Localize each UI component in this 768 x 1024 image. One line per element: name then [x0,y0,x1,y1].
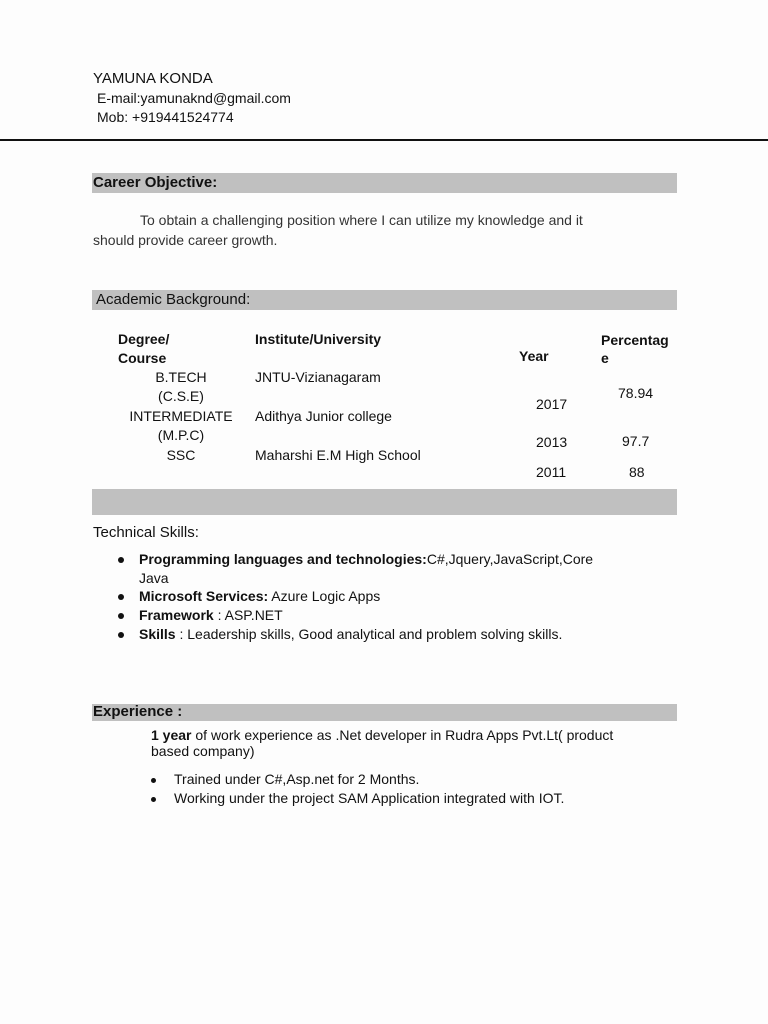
experience-summary-line-2: based company) [151,743,255,759]
table-row-percent: 97.7 [622,433,650,449]
table-row-degree: B.TECH [155,369,207,385]
bullet-icon [118,594,124,600]
experience-summary-line-1 [151,727,613,743]
experience-heading: Experience : [93,703,183,720]
career-heading: Career Objective: [93,174,218,191]
section-divider-bar [92,489,677,515]
skill-label: Framework [139,607,214,623]
career-text-line-1: To obtain a challenging position where I can utilize my knowledge and it [140,212,583,228]
candidate-name: YAMUNA KONDA [93,70,213,87]
skill-label: Microsoft Services: [139,588,269,604]
skill-value: Azure Logic Apps [268,588,381,604]
col-percent-line-1: Percentag [601,332,669,348]
table-row-institute: Adithya Junior college [255,408,392,424]
bullet-icon [118,557,124,563]
col-institute: Institute/University [255,331,382,347]
experience-summary: of work experience as .Net developer in Rudra Apps Pvt.Lt( product [191,727,614,743]
col-degree-line-1: Degree/ [118,331,170,347]
career-text-line-2: should provide career growth. [93,232,278,248]
skill-item-languages [139,551,593,567]
table-row-institute: JNTU-Vizianagaram [255,369,381,385]
skill-value: : ASP.NET [213,607,283,623]
skill-label: Skills [139,626,176,642]
skill-value: C#,Jquery,JavaScript,Core [426,551,594,567]
table-row-degree: INTERMEDIATE [129,408,233,424]
table-row-degree-sub: (C.S.E) [158,388,204,404]
skill-item-framework [139,607,283,623]
skill-item-microsoft [139,588,380,604]
skill-label: Programming languages and technologies: [139,551,427,567]
academic-heading: Academic Background: [96,291,251,308]
table-row-percent: 88 [629,464,645,480]
table-row-year: 2011 [536,464,567,480]
bullet-icon [151,797,156,802]
skill-value: : Leadership skills, Good analytical and problem solving skills. [175,626,563,642]
col-percent-line-2: e [601,350,609,366]
table-row-institute: Maharshi E.M High School [255,447,421,463]
col-degree-line-2: Course [118,350,167,366]
experience-duration: 1 year [151,727,192,743]
bullet-icon [118,632,124,638]
header-divider [0,139,768,141]
skills-heading: Technical Skills: [93,524,199,541]
col-year: Year [519,348,549,364]
bullet-icon [151,778,156,783]
skill-item-skills [139,626,562,642]
table-row-degree: SSC [166,447,196,463]
skill-value-continued: Java [139,570,169,586]
experience-bullet: Trained under C#,Asp.net for 2 Months. [174,771,420,787]
table-row-year: 2017 [536,396,568,412]
table-row-degree-sub: (M.P.C) [157,427,205,443]
experience-bullet: Working under the project SAM Application integrated with IOT. [174,790,565,806]
bullet-icon [118,613,124,619]
table-row-percent: 78.94 [618,385,654,401]
table-row-year: 2013 [536,434,568,450]
email-text: E-mail:yamunaknd@gmail.com [97,90,291,106]
mobile-text: Mob: +919441524774 [97,109,234,125]
